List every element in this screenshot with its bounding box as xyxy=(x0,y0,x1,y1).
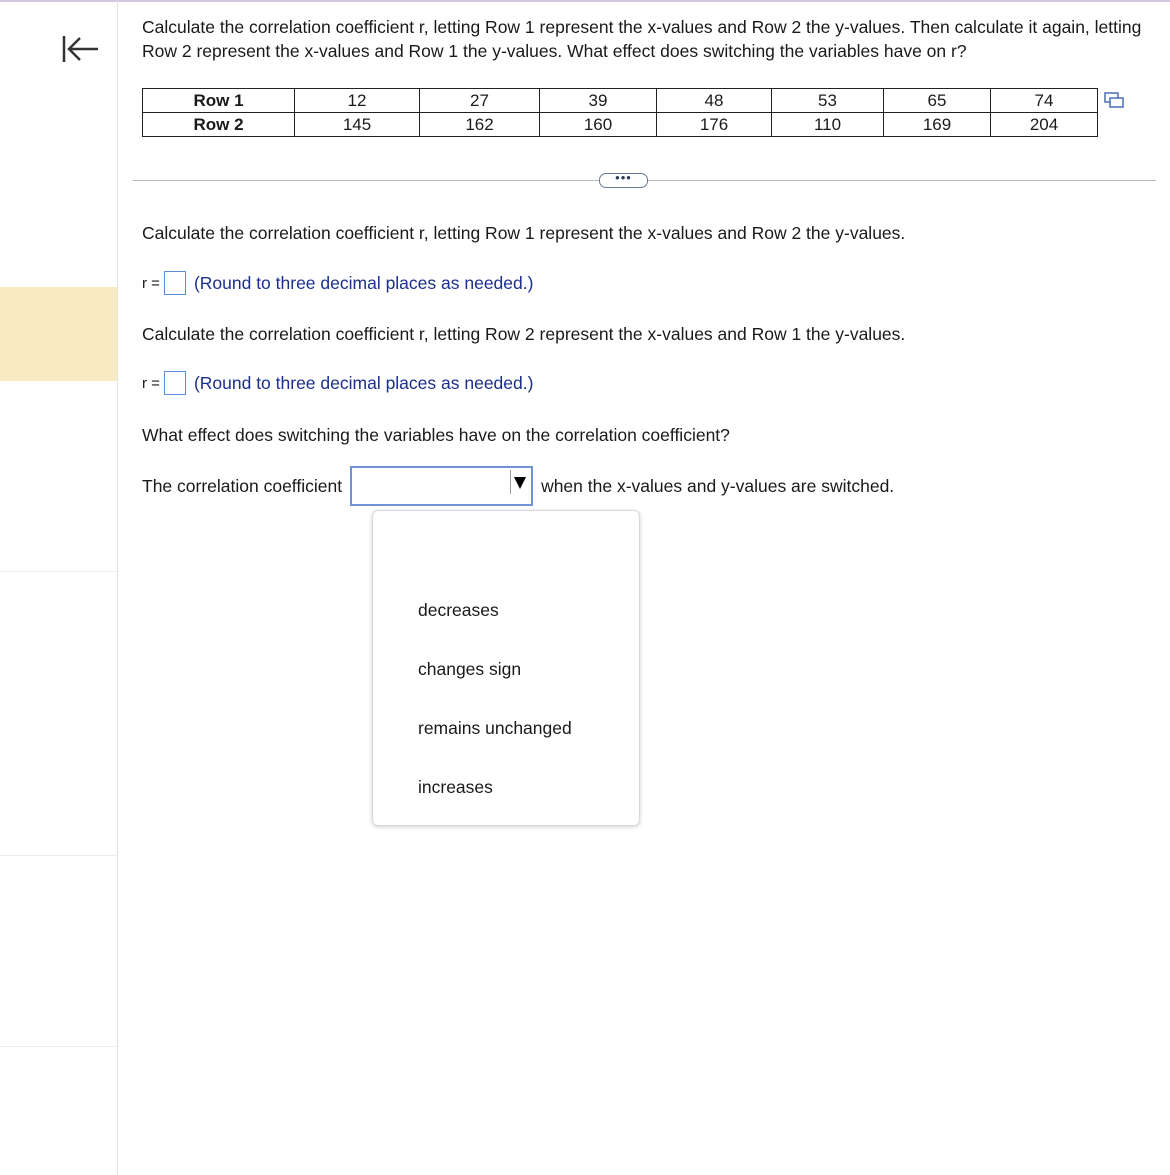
r-label: r = xyxy=(142,374,160,392)
sidebar-divider xyxy=(0,1046,117,1047)
table-cell: 176 xyxy=(657,113,772,137)
dropdown-menu xyxy=(372,510,640,826)
dropdown-arrow-icon[interactable] xyxy=(510,470,529,494)
table-cell: 110 xyxy=(772,113,884,137)
part1-r-input[interactable] xyxy=(164,271,186,295)
sidebar xyxy=(0,0,118,1175)
table-cell: 169 xyxy=(884,113,991,137)
rounding-hint: (Round to three decimal places as needed.) xyxy=(193,372,534,393)
part1-prompt: Calculate the correlation coefficient r, letting Row 1 represent the x-values and Row 2 the y-values. xyxy=(142,223,906,243)
table-cell: 145 xyxy=(295,113,420,137)
copy-data-icon[interactable] xyxy=(1104,91,1124,109)
table-row xyxy=(143,113,1098,137)
table-cell: 12 xyxy=(295,89,420,113)
table-cell: 39 xyxy=(540,89,657,113)
dropdown-option-changes-sign[interactable]: changes sign xyxy=(418,659,522,679)
expand-more-button[interactable]: ••• xyxy=(599,173,648,188)
table-cell: 204 xyxy=(991,113,1098,137)
part3-answer-row xyxy=(142,465,894,507)
row-header: Row 1 xyxy=(143,89,295,113)
table-row xyxy=(143,89,1098,113)
rounding-hint: (Round to three decimal places as needed.) xyxy=(193,272,534,293)
table-cell: 65 xyxy=(884,89,991,113)
question-text: Calculate the correlation coefficient r, letting Row 1 represent the x-values and Row 2 the y-values. Then calculate it again, letting Row 2 represent the x-values and Row 1 the y-values. What effect does switching the variables have on r? xyxy=(142,17,1142,61)
part1-answer-row xyxy=(142,270,533,296)
table-cell: 74 xyxy=(991,89,1098,113)
part2-answer-row xyxy=(142,370,533,396)
part3-prompt: What effect does switching the variables have on the correlation coefficient? xyxy=(142,425,730,445)
sentence-before: The correlation coefficient xyxy=(142,475,343,496)
table-cell: 160 xyxy=(540,113,657,137)
sidebar-active-item[interactable] xyxy=(0,287,117,381)
table-cell: 53 xyxy=(772,89,884,113)
table-cell: 162 xyxy=(420,113,540,137)
dropdown-option-decreases[interactable]: decreases xyxy=(418,600,499,620)
sentence-after: when the x-values and y-values are switched. xyxy=(541,475,895,496)
row-header: Row 2 xyxy=(143,113,295,137)
r-label: r = xyxy=(142,274,160,292)
data-table xyxy=(142,88,1098,137)
dropdown-option-increases[interactable]: increases xyxy=(418,777,493,797)
collapse-left-icon[interactable] xyxy=(60,32,102,66)
effect-dropdown[interactable] xyxy=(350,466,533,506)
sidebar-divider xyxy=(0,571,117,572)
part2-prompt: Calculate the correlation coefficient r, letting Row 2 represent the x-values and Row 1 the y-values. xyxy=(142,324,906,344)
top-accent-line xyxy=(0,0,1170,2)
dropdown-option-remains-unchanged[interactable]: remains unchanged xyxy=(418,718,572,738)
table-cell: 48 xyxy=(657,89,772,113)
sidebar-divider xyxy=(0,855,117,856)
part2-r-input[interactable] xyxy=(164,371,186,395)
table-cell: 27 xyxy=(420,89,540,113)
